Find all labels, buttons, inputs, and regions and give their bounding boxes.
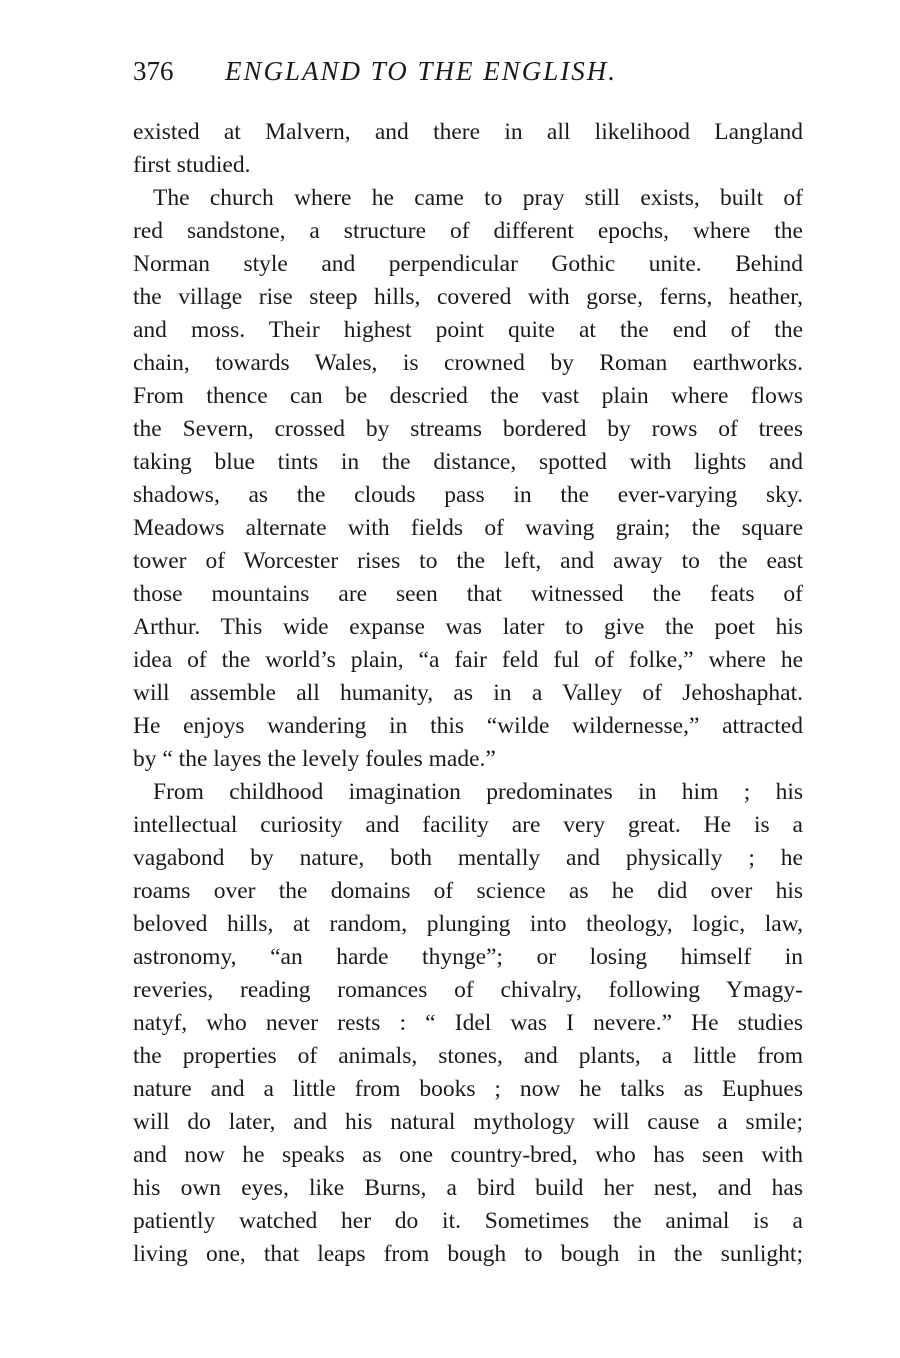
running-header [133, 56, 813, 96]
text-line: natyf, who never rests : “ Idel was I nevere.” He studies [133, 1010, 803, 1036]
text-line: roams over the domains of science as he did over his [133, 878, 803, 904]
text-line: idea of the world’s plain, “a fair feld ful of folke,” where he [133, 647, 803, 673]
text-line: and now he speaks as one country-bred, who has seen with [133, 1142, 803, 1168]
text-line: vagabond by nature, both mentally and physically ; he [133, 845, 803, 871]
text-line: He enjoys wandering in this “wilde wildernesse,” attracted [133, 713, 803, 739]
paragraph [133, 776, 803, 1271]
text-line: taking blue tints in the distance, spotted with lights and [133, 449, 803, 475]
text-line: and moss. Their highest point quite at the end of the [133, 317, 803, 343]
text-line: From childhood imagination predominates in him ; his [153, 779, 803, 805]
text-line: Arthur. This wide expanse was later to give the poet his [133, 614, 803, 640]
text-line: will assemble all humanity, as in a Valley of Jehoshaphat. [133, 680, 803, 706]
text-line: The church where he came to pray still exists, built of [153, 185, 803, 211]
text-line: patiently watched her do it. Sometimes the animal is a [133, 1208, 803, 1234]
text-line: intellectual curiosity and facility are very great. He is a [133, 812, 803, 838]
text-line: tower of Worcester rises to the left, and away to the east [133, 548, 803, 574]
text-line: Norman style and perpendicular Gothic unite. Behind [133, 251, 803, 277]
text-line: Meadows alternate with fields of waving grain; the square [133, 515, 803, 541]
text-line: the properties of animals, stones, and plants, a little from [133, 1043, 803, 1069]
text-line: those mountains are seen that witnessed the feats of [133, 581, 803, 607]
text-line: From thence can be descried the vast plain where flows [133, 383, 803, 409]
text-line: beloved hills, at random, plunging into theology, logic, law, [133, 911, 803, 937]
page-number: 376 [133, 56, 174, 86]
text-line: the village rise steep hills, covered with gorse, ferns, heather, [133, 284, 803, 310]
text-line: red sandstone, a structure of different epochs, where the [133, 218, 803, 244]
text-line: first studied. [133, 152, 251, 178]
running-title: ENGLAND TO THE ENGLISH. [225, 56, 618, 86]
text-line: nature and a little from books ; now he talks as Euphues [133, 1076, 803, 1102]
text-line: existed at Malvern, and there in all likelihood Langland [133, 119, 803, 145]
text-line: living one, that leaps from bough to bough in the sunlight; [133, 1241, 803, 1267]
text-line: by “ the layes the levely foules made.” [133, 746, 496, 772]
paragraph [133, 116, 803, 182]
text-line: reveries, reading romances of chivalry, following Ymagy- [133, 977, 803, 1003]
text-line: shadows, as the clouds pass in the ever-varying sky. [133, 482, 803, 508]
text-line: chain, towards Wales, is crowned by Roman earthworks. [133, 350, 803, 376]
text-line: will do later, and his natural mythology will cause a smile; [133, 1109, 803, 1135]
body-text [133, 116, 803, 1271]
text-line: the Severn, crossed by streams bordered by rows of trees [133, 416, 803, 442]
text-line: astronomy, “an harde thynge”; or losing himself in [133, 944, 803, 970]
text-line: his own eyes, like Burns, a bird build her nest, and has [133, 1175, 803, 1201]
paragraph [133, 182, 803, 776]
